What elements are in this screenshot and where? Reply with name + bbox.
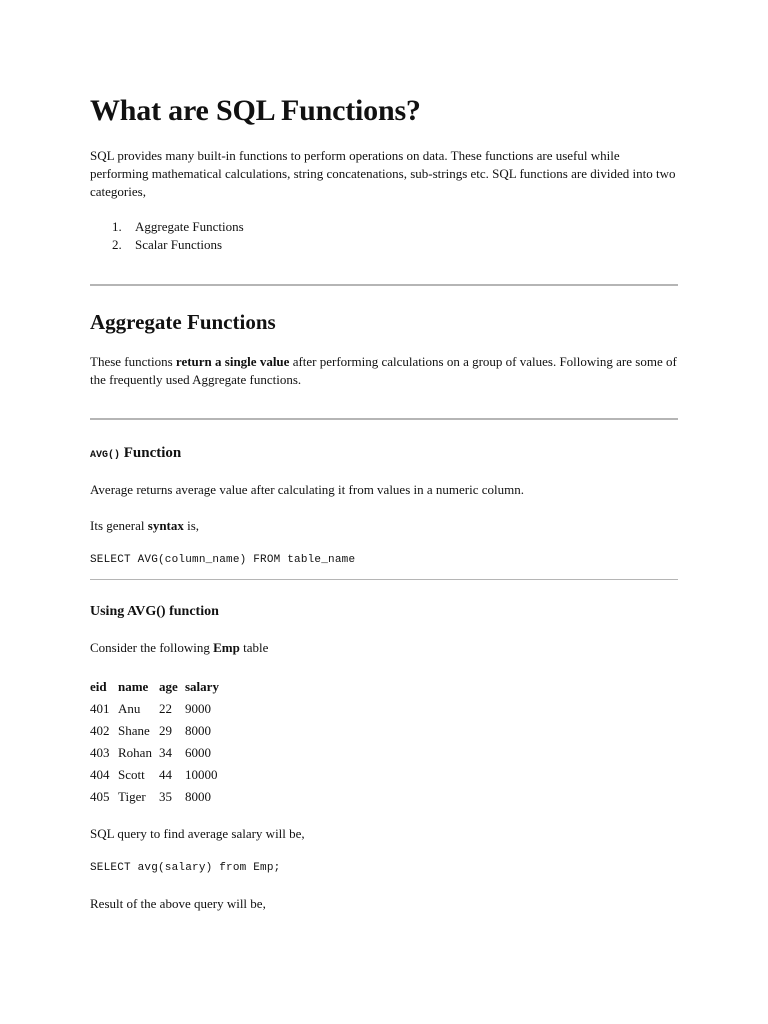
table-cell: 22 bbox=[159, 701, 172, 716]
table-cell: 401 bbox=[90, 701, 110, 716]
intro-paragraph: SQL provides many built-in functions to perform operations on data. These functions are useful while performing mathematical calculations, string concatenations, sub-strings etc. SQL functions are divided into two categories, bbox=[90, 148, 676, 199]
syntax-code-block: SELECT AVG(column_name) FROM table_name bbox=[90, 554, 356, 566]
text-segment: These functions bbox=[90, 354, 176, 369]
text-segment: after performing calculations on a group of values. Following are some of the frequently used Aggregate functions. bbox=[90, 354, 677, 387]
table-header-row bbox=[90, 676, 219, 698]
emp-table bbox=[90, 676, 219, 808]
table-row bbox=[90, 786, 219, 808]
table-cell: 404 bbox=[90, 767, 110, 782]
table-cell: Rohan bbox=[118, 745, 152, 760]
code-divider bbox=[90, 579, 678, 580]
table-cell: Scott bbox=[118, 767, 145, 782]
column-header: eid bbox=[90, 679, 107, 694]
column-header: name bbox=[118, 679, 149, 694]
table-cell: 29 bbox=[159, 723, 172, 738]
table-row bbox=[90, 698, 219, 720]
table-cell: 8000 bbox=[185, 789, 211, 804]
avg-description: Average returns average value after calculating it from values in a numeric column. bbox=[90, 482, 524, 497]
column-header: salary bbox=[185, 679, 219, 694]
text-segment: Its general bbox=[90, 518, 148, 533]
categories-list bbox=[90, 218, 678, 254]
result-intro: Result of the above query will be, bbox=[90, 896, 266, 911]
table-cell: 405 bbox=[90, 789, 110, 804]
using-avg-heading: Using AVG() function bbox=[90, 604, 219, 619]
function-word: Function bbox=[120, 445, 182, 461]
table-cell: 8000 bbox=[185, 723, 211, 738]
section-divider bbox=[90, 418, 678, 420]
list-item-label: Scalar Functions bbox=[135, 237, 223, 252]
list-item-number: 2. bbox=[112, 237, 122, 252]
list-item-number: 1. bbox=[112, 219, 122, 234]
list-item bbox=[90, 218, 678, 236]
table-cell: Anu bbox=[118, 701, 141, 716]
emphasis-text: syntax bbox=[147, 518, 184, 533]
table-cell: Tiger bbox=[118, 789, 146, 804]
aggregate-heading: Aggregate Functions bbox=[90, 310, 276, 334]
table-cell: 35 bbox=[159, 789, 172, 804]
table-row bbox=[90, 764, 219, 786]
avg-code: AVG() bbox=[90, 450, 121, 461]
avg-function-heading bbox=[90, 443, 181, 466]
column-header: age bbox=[159, 679, 178, 694]
section-divider bbox=[90, 284, 678, 286]
text-segment: table bbox=[239, 640, 269, 655]
table-cell: 44 bbox=[159, 767, 172, 782]
aggregate-description bbox=[90, 353, 678, 389]
table-cell: 403 bbox=[90, 745, 110, 760]
table-cell: 10000 bbox=[185, 767, 218, 782]
table-row bbox=[90, 720, 219, 742]
query-intro: SQL query to find average salary will be, bbox=[90, 826, 305, 841]
query-code-block: SELECT avg(salary) from Emp; bbox=[90, 862, 281, 874]
table-row bbox=[90, 742, 219, 764]
table-cell: 6000 bbox=[185, 745, 211, 760]
list-item bbox=[90, 236, 678, 254]
emphasis-text: return a single value bbox=[175, 354, 290, 369]
emphasis-text: Emp bbox=[213, 640, 240, 655]
list-item-label: Aggregate Functions bbox=[135, 219, 244, 234]
consider-text bbox=[90, 639, 268, 657]
syntax-intro bbox=[90, 517, 199, 535]
page-title: What are SQL Functions? bbox=[90, 94, 421, 127]
table-cell: Shane bbox=[118, 723, 150, 738]
table-cell: 402 bbox=[90, 723, 110, 738]
text-segment: is, bbox=[183, 518, 200, 533]
text-segment: Consider the following bbox=[90, 640, 214, 655]
table-cell: 9000 bbox=[185, 701, 211, 716]
table-cell: 34 bbox=[159, 745, 172, 760]
